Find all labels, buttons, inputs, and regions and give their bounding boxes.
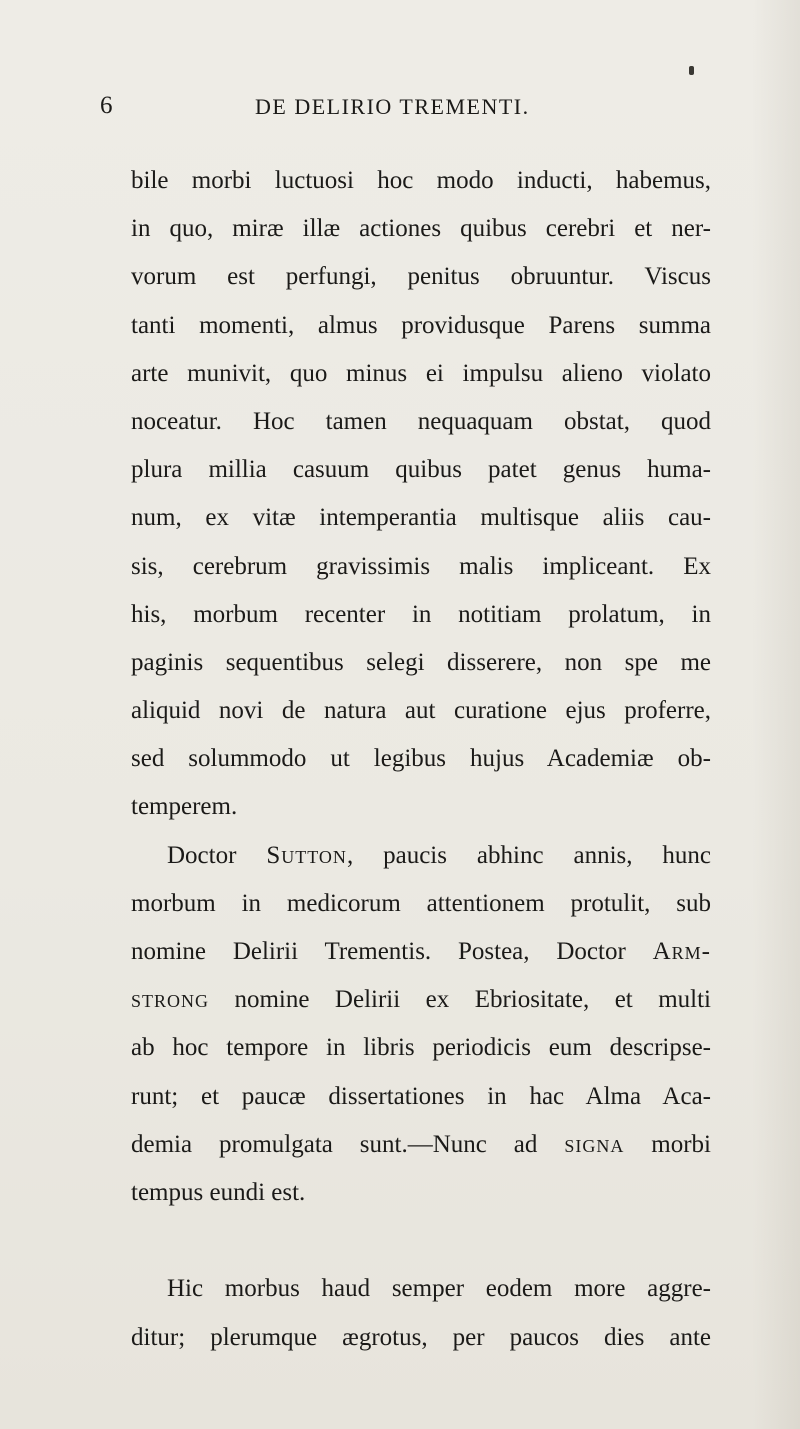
text-line: nomine Delirii Trementis. Postea, Doctor Arm- xyxy=(131,938,711,965)
text-line: demia promulgata sunt.—Nunc ad signa morbi xyxy=(131,1130,711,1158)
paragraph-gap xyxy=(131,1217,711,1265)
text-line: aliquid novi de natura aut curatione ejus proferre, xyxy=(131,697,711,725)
text-line: temperem. xyxy=(131,793,238,821)
text-line: tempus eundi est. xyxy=(131,1178,306,1206)
text-line: his, morbum recenter in notitiam prolatum, in xyxy=(131,600,711,628)
text-line: morbum in medicorum attentionem protulit, sub xyxy=(131,889,711,917)
text-line: noceatur. Hoc tamen nequaquam obstat, quod xyxy=(131,407,711,435)
text-line: ditur; plerumque ægrotus, per paucos dies ante xyxy=(131,1323,711,1351)
running-head xyxy=(100,92,760,132)
text-line: Doctor Sutton, paucis abhinc annis, hunc xyxy=(167,841,712,869)
text-line: vorum est perfungi, penitus obruuntur. Viscus xyxy=(131,263,711,291)
page-number: 6 xyxy=(100,92,114,119)
text-line: bile morbi luctuosi hoc modo inducti, habemus, xyxy=(131,167,711,194)
text-line: num, ex vitæ intemperantia multisque aliis cau- xyxy=(131,504,711,532)
text-line: runt; et paucæ dissertationes in hac Alma Aca- xyxy=(131,1082,711,1110)
text-line: tanti momenti, almus providusque Parens summa xyxy=(131,311,711,339)
text-line: in quo, miræ illæ actiones quibus cerebri et ner- xyxy=(131,215,711,243)
text-line: paginis sequentibus selegi disserere, non spe me xyxy=(131,648,711,676)
running-title: DE DELIRIO TREMENTI. xyxy=(255,94,530,119)
text-line: arte munivit, quo minus ei impulsu alieno violato xyxy=(131,359,711,387)
text-line: Hic morbus haud semper eodem more aggre- xyxy=(167,1275,711,1303)
text-line: ab hoc tempore in libris periodicis eum descripse- xyxy=(131,1034,711,1062)
body-text xyxy=(131,157,711,1362)
text-line: plura millia casuum quibus patet genus huma- xyxy=(131,456,711,484)
ink-mark xyxy=(689,66,694,75)
text-line: sis, cerebrum gravissimis malis impliceant. Ex xyxy=(131,552,711,580)
text-line: sed solummodo ut legibus hujus Academiæ ob- xyxy=(131,745,711,773)
text-line: strong nomine Delirii ex Ebriositate, et multi xyxy=(131,986,711,1014)
